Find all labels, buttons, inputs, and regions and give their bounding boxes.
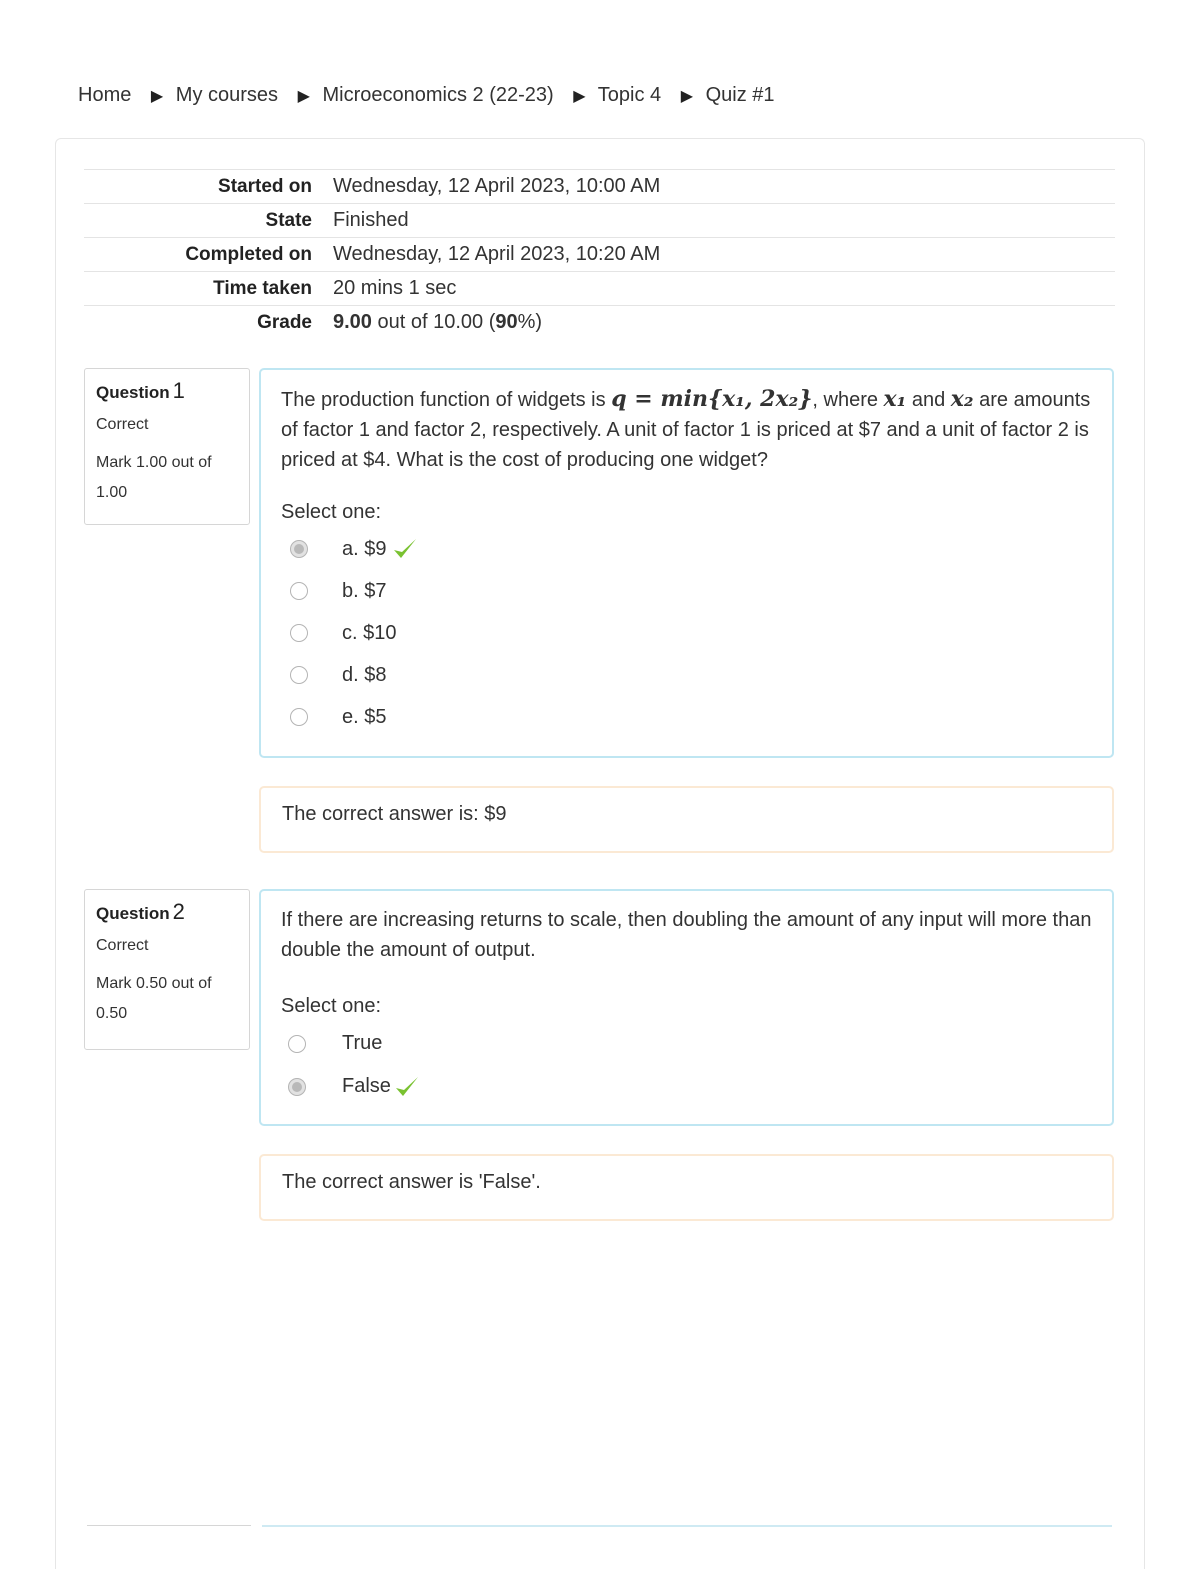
triangle-right-icon: ▶ — [680, 88, 694, 105]
question-info-2 — [84, 889, 250, 1050]
question-number: Question 1 — [96, 378, 185, 403]
answer-label: e. $5 — [342, 705, 387, 728]
question-mark: Mark 0.50 out of 0.50 — [96, 975, 212, 1022]
answer-option[interactable] — [281, 1022, 1092, 1065]
answer-option[interactable] — [281, 654, 1092, 696]
main-region — [55, 138, 1145, 1569]
grade-out-of: out of 10.00 ( — [371, 311, 496, 333]
radio-button[interactable] — [290, 666, 308, 684]
attempt-summary-table — [84, 169, 1115, 339]
answer-options — [281, 1022, 1092, 1108]
answer-label: True — [342, 1032, 383, 1054]
select-one-prompt: Select one: — [281, 995, 382, 1017]
summary-row-started — [84, 170, 1115, 204]
answer-option[interactable] — [281, 696, 1092, 738]
answer-option[interactable] — [281, 612, 1092, 654]
summary-row-time-taken — [84, 272, 1115, 306]
answer-option[interactable] — [281, 570, 1092, 612]
answer-label: False — [342, 1075, 391, 1097]
answer-option[interactable] — [281, 1065, 1092, 1108]
radio-button[interactable] — [290, 624, 308, 642]
answer-option[interactable] — [281, 528, 1092, 570]
breadcrumb — [78, 84, 775, 107]
question-content-1 — [259, 368, 1114, 758]
question-state: Correct — [96, 416, 149, 433]
question-state: Correct — [96, 937, 149, 954]
next-question-content-edge — [262, 1525, 1112, 1527]
summary-label: Completed on — [84, 238, 332, 272]
summary-label: Grade — [84, 306, 332, 340]
question-info-1 — [84, 368, 250, 525]
grade-percent: 90 — [495, 311, 518, 333]
summary-label: Started on — [84, 170, 332, 204]
breadcrumb-my-courses[interactable]: My courses — [175, 84, 279, 106]
grade-score: 9.00 — [333, 311, 372, 333]
radio-button[interactable] — [290, 582, 308, 600]
question-feedback-2: The correct answer is 'False'. — [259, 1154, 1114, 1221]
question-content-2 — [259, 889, 1114, 1126]
check-icon — [392, 536, 418, 562]
radio-button[interactable] — [290, 708, 308, 726]
answer-options — [281, 528, 1092, 738]
grade-value — [332, 306, 1115, 340]
breadcrumb-topic[interactable]: Topic 4 — [597, 84, 662, 106]
answer-label: c. $10 — [342, 621, 397, 644]
breadcrumb-home[interactable]: Home — [78, 84, 132, 106]
summary-value: Wednesday, 12 April 2023, 10:20 AM — [332, 238, 1115, 272]
radio-button[interactable] — [288, 1035, 306, 1053]
math-formula: q = min{x₁, 2x₂} — [611, 386, 813, 412]
summary-row-completed — [84, 238, 1115, 272]
summary-label: Time taken — [84, 272, 332, 306]
answer-label: b. $7 — [342, 579, 387, 602]
question-feedback-1: The correct answer is: $9 — [259, 786, 1114, 853]
summary-value: 20 mins 1 sec — [332, 272, 1115, 306]
breadcrumb-quiz[interactable]: Quiz #1 — [705, 84, 775, 106]
question-mark: Mark 1.00 out of 1.00 — [96, 454, 212, 501]
triangle-right-icon: ▶ — [297, 88, 310, 105]
triangle-right-icon: ▶ — [150, 88, 164, 105]
question-text: If there are increasing returns to scale, then doubling the amount of any input will more than double the amount of output. — [281, 909, 1092, 961]
next-question-info-edge — [87, 1525, 251, 1526]
breadcrumb-course[interactable]: Microeconomics 2 (22-23) — [322, 84, 554, 106]
check-icon — [394, 1074, 420, 1100]
answer-label: d. $8 — [342, 663, 387, 686]
summary-value: Wednesday, 12 April 2023, 10:00 AM — [332, 170, 1115, 204]
radio-button[interactable] — [290, 540, 308, 558]
grade-tail: %) — [517, 311, 543, 333]
question-text: The production function of widgets is q = min{x₁, 2x₂}, where x₁ and x₂ are amounts of factor 1 and factor 2, respectively. A unit of factor 1 is priced at $7 and a unit of factor 2 is priced at $4. What is the cost of producing one widget? — [281, 386, 1091, 471]
math-variable: x₂ — [950, 386, 974, 412]
select-one-prompt: Select one: — [281, 501, 382, 523]
summary-row-state — [84, 204, 1115, 238]
summary-value: Finished — [332, 204, 1115, 238]
math-variable: x₁ — [883, 386, 907, 412]
question-number: Question 2 — [96, 899, 185, 924]
summary-label: State — [84, 204, 332, 238]
radio-button[interactable] — [288, 1078, 306, 1096]
summary-row-grade — [84, 306, 1115, 340]
triangle-right-icon: ▶ — [573, 88, 586, 105]
answer-label: a. $9 — [342, 537, 387, 560]
